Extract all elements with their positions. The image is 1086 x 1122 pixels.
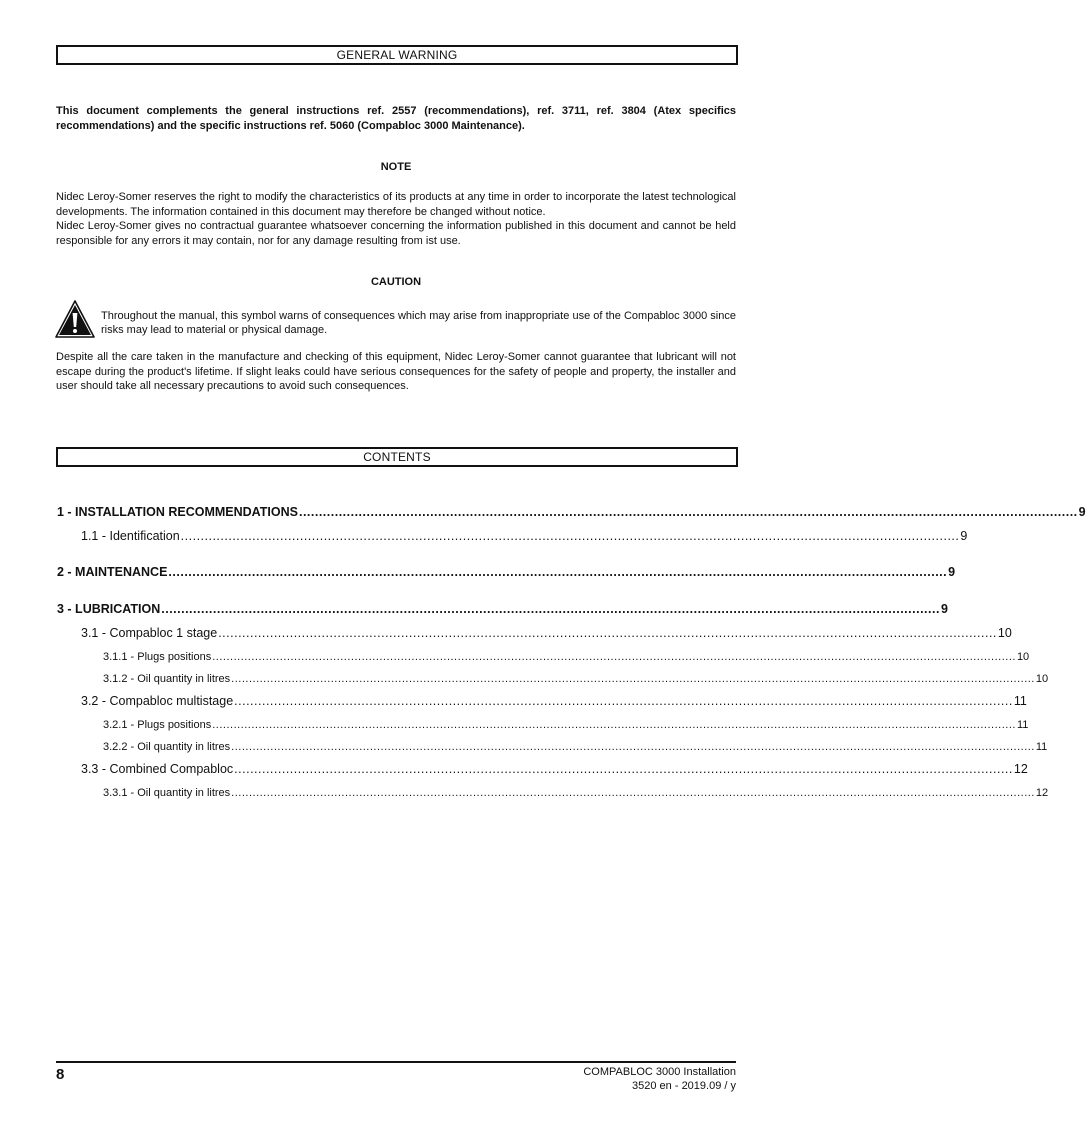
footer-doc-ref: 3520 en - 2019.09 / y	[632, 1080, 736, 1092]
toc-entry[interactable]: 2 - MAINTENANCE .................................................................................................................................................................................................... 9	[57, 565, 956, 579]
toc-entry[interactable]: 3.3.1 - Oil quantity in litres .................................................................................................................................................................................................................................. 12	[103, 787, 1049, 799]
toc-entry-label: 3.2 - Compabloc multistage	[81, 694, 234, 708]
warning-triangle-icon	[55, 300, 95, 338]
toc-entry[interactable]: 3.1 - Compabloc 1 stage .................................................................................................................................................................................................... 10	[81, 626, 1012, 640]
note-paragraph-2: Nidec Leroy-Somer gives no contractual guarantee whatsoever concerning the information published in this document and cannot be held responsible for any errors it may contain, nor for any damage resulting from ist use.	[56, 220, 736, 247]
note-paragraph-1: Nidec Leroy-Somer reserves the right to modify the characteristics of its products at any time in order to incorporate the latest technological developments. The information contained in this document may therefore be changed without notice.	[56, 191, 736, 218]
toc-entry-label: 3.2.2 - Oil quantity in litres	[103, 741, 231, 753]
contents-heading: CONTENTS	[56, 447, 738, 467]
toc-entry-page: 9	[1078, 505, 1086, 519]
caution-symbol-text: Throughout the manual, this symbol warns of consequences which may arise from inappropriate use of the Compabloc 3000 since risks may lead to material or physical damage.	[101, 310, 736, 336]
toc-entry-label: 3.1.2 - Oil quantity in litres	[103, 673, 231, 685]
toc-entry-label: 3 - LUBRICATION	[57, 602, 161, 616]
toc-entry-page: 11	[1016, 719, 1029, 731]
toc-entry-label: 3.3 - Combined Compabloc	[81, 762, 234, 776]
toc-entry[interactable]: 3 - LUBRICATION .................................................................................................................................................................................................... 9	[57, 602, 948, 616]
footer-doc-title: COMPABLOC 3000 Installation	[583, 1066, 736, 1078]
toc-entry-label: 3.2.1 - Plugs positions	[103, 719, 212, 731]
toc-entry-page: 11	[1013, 694, 1027, 708]
note-title: NOTE	[380, 161, 412, 173]
toc-entry-label: 3.1 - Compabloc 1 stage	[81, 626, 218, 640]
toc-entry[interactable]: 3.1.1 - Plugs positions .................................................................................................................................................................................................................................. 10	[103, 651, 1030, 663]
toc-entry-page: 10	[1016, 651, 1030, 663]
toc-entry-page: 10	[1035, 673, 1049, 685]
toc-entry[interactable]: 3.3 - Combined Compabloc .................................................................................................................................................................................................... 12	[81, 762, 1028, 776]
toc-entry[interactable]: 3.2.2 - Oil quantity in litres .................................................................................................................................................................................................................................. 11	[103, 741, 1048, 753]
toc-entry[interactable]: 3.2 - Compabloc multistage .................................................................................................................................................................................................... 11	[81, 694, 1027, 708]
toc-entry-page: 11	[1035, 741, 1048, 753]
caution-body-paragraph: Despite all the care taken in the manufacture and checking of this equipment, Nidec Leroy-Somer cannot guarantee that lubricant will not escape during the product's lifetime. If slight leaks could have serious consequences for the safety of people and property, the installer and user should take all necessary precautions to avoid such consequences.	[56, 351, 736, 392]
toc-entry-page: 10	[997, 626, 1012, 640]
toc-entry-page: 12	[1013, 762, 1028, 776]
toc-entry-label: 2 - MAINTENANCE	[57, 565, 168, 579]
toc-entry-page: 9	[940, 602, 948, 616]
toc-entry-label: 1.1 - Identification	[81, 529, 180, 543]
toc-entry-page: 12	[1035, 787, 1049, 799]
toc-entry-label: 1 - INSTALLATION RECOMMENDATIONS	[57, 505, 298, 519]
intro-paragraph: This document complements the general instructions ref. 2557 (recommendations), ref. 3711, ref. 3804 (Atex specifics recommendations) and the specific instructions ref. 5060 (Compabloc 3000 Maintenance).	[56, 105, 736, 132]
toc-entry[interactable]: 1.1 - Identification .................................................................................................................................................................................................... 9	[81, 529, 968, 543]
toc-entry-label: 3.3.1 - Oil quantity in litres	[103, 787, 231, 799]
footer-divider	[56, 1061, 736, 1063]
caution-title: CAUTION	[370, 276, 422, 288]
footer-document-info	[583, 1065, 736, 1093]
toc-entry-label: 3.1.1 - Plugs positions	[103, 651, 212, 663]
page-number: 8	[56, 1066, 65, 1083]
toc-entry[interactable]: 3.1.2 - Oil quantity in litres .................................................................................................................................................................................................................................. 10	[103, 673, 1049, 685]
toc-entry-page: 9	[960, 529, 968, 543]
toc-entry[interactable]: 1 - INSTALLATION RECOMMENDATIONS .................................................................................................................................................................................................... 9	[57, 505, 1086, 519]
toc-entry[interactable]: 3.2.1 - Plugs positions .................................................................................................................................................................................................................................. 11	[103, 719, 1029, 731]
general-warning-heading: GENERAL WARNING	[56, 45, 738, 65]
toc-entry-page: 9	[948, 565, 956, 579]
